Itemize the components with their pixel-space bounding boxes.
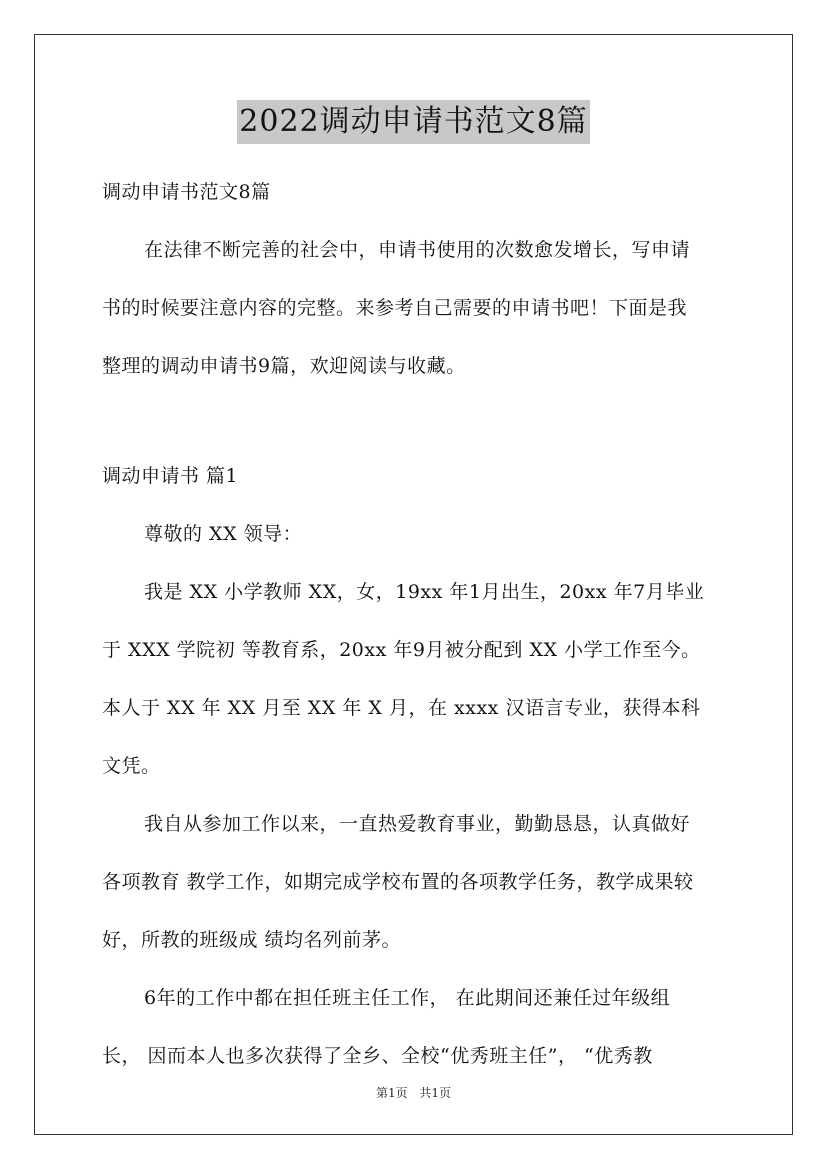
page-total: 共1页: [419, 1086, 452, 1100]
paragraph-line: 文凭。: [102, 755, 161, 777]
paragraph-line: 本人于 XX 年 XX 月至 XX 年 X 月，在 xxxx 汉语言专业，获得本科: [102, 697, 701, 719]
document-title: 2022调动申请书范文8篇: [237, 100, 589, 144]
paragraph-line: 书的时候要注意内容的完整。来参考自己需要的申请书吧！下面是我: [102, 297, 688, 319]
salutation: 尊敬的 XX 领导：: [144, 523, 303, 545]
paragraph-line: 6年的工作中都在担任班主任工作， 在此期间还兼任过年级组: [144, 987, 671, 1009]
paragraph-line: 好，所教的班级成 绩均名列前茅。: [102, 929, 402, 951]
page-footer: [0, 1084, 827, 1101]
title-container: [0, 100, 827, 144]
document-body: [102, 172, 732, 1094]
paragraph-line: 长， 因而本人也多次获得了全乡、全校“优秀班主任”， “优秀教: [102, 1045, 653, 1067]
section-heading: 调动申请书范文8篇: [102, 181, 271, 203]
paragraph-line: 于 XXX 学院初 等教育系，20xx 年9月被分配到 XX 小学工作至今。: [102, 639, 701, 661]
paragraph-line: 我自从参加工作以来，一直热爱教育事业，勤勤恳恳，认真做好: [144, 813, 691, 835]
blank-spacer: [102, 404, 732, 456]
paragraph-line: 我是 XX 小学教师 XX，女，19xx 年1月出生，20xx 年7月毕业: [144, 581, 705, 603]
paragraph-line: 各项教育 教学工作，如期完成学校布置的各项教学任务，教学成果较: [102, 871, 694, 893]
section-heading: 调动申请书 篇1: [102, 465, 239, 487]
paragraph-line: 整理的调动申请书9篇，欢迎阅读与收藏。: [102, 355, 466, 377]
paragraph-line: 在法律不断完善的社会中，申请书使用的次数愈发增长，写申请: [144, 239, 691, 261]
page-number: 第1页: [375, 1086, 408, 1100]
